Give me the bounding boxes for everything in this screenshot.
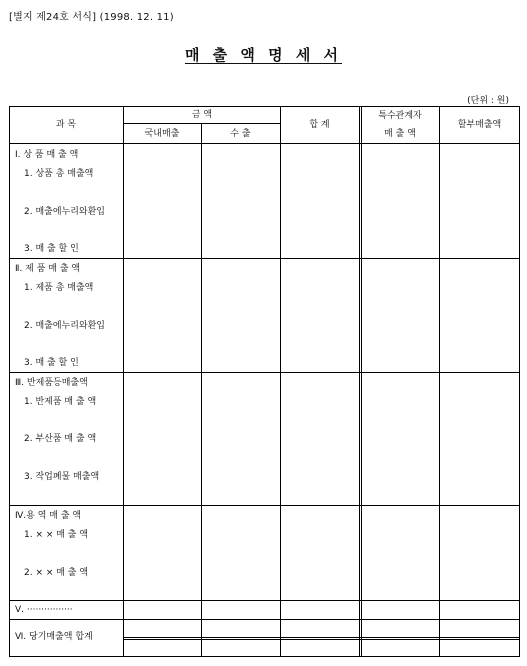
section-item: 1. 제품 총 매출액 [24,283,94,293]
document-title: 매 출 액 명 세 서 [184,46,343,64]
section-item: 3. 작업폐물 매출액 [24,472,100,482]
header-export: 수 출 [230,129,251,139]
row-vi-total-label: Ⅵ. 당기매출액 합계 [15,632,93,642]
section-item: 3. 매 출 할 인 [24,244,79,254]
header-category: 과 목 [55,120,77,130]
sales-statement-table [9,106,521,662]
header-total: 합 계 [309,120,330,130]
header-installment-sales: 할부매출액 [457,120,502,130]
section-item: 2. 부산품 매 출 액 [24,434,97,444]
section-title: Ⅰ. 상 품 매 출 액 [15,150,79,160]
section-title: Ⅱ. 제 품 매 출 액 [15,264,81,274]
header-domestic-sales: 국내매출 [144,129,180,139]
section-title: Ⅳ.용 역 매 출 액 [15,511,82,521]
header-related-party-sales: 매 출 액 [384,129,416,139]
section-item: 1. 반제품 매 출 액 [24,397,97,407]
section-title: Ⅲ. 반제품등매출액 [15,378,88,388]
section-item: 3. 매 출 할 인 [24,358,79,368]
header-amount: 금 액 [191,110,213,120]
form-number-header: [별지 제24호 서식] (1998. 12. 11) [9,12,174,23]
section-item: 1. × × 매 출 액 [24,530,89,540]
section-item: 2. 매출에누리와환입 [24,321,106,331]
section-item: 2. 매출에누리와환입 [24,207,106,217]
section-item: 2. × × 매 출 액 [24,568,89,578]
unit-label: (단위 : 원) [467,96,509,106]
row-v-label: Ⅴ. ················ [15,605,73,615]
header-related-party: 특수관계자 [378,111,422,121]
section-item: 1. 상품 총 매출액 [24,169,94,179]
